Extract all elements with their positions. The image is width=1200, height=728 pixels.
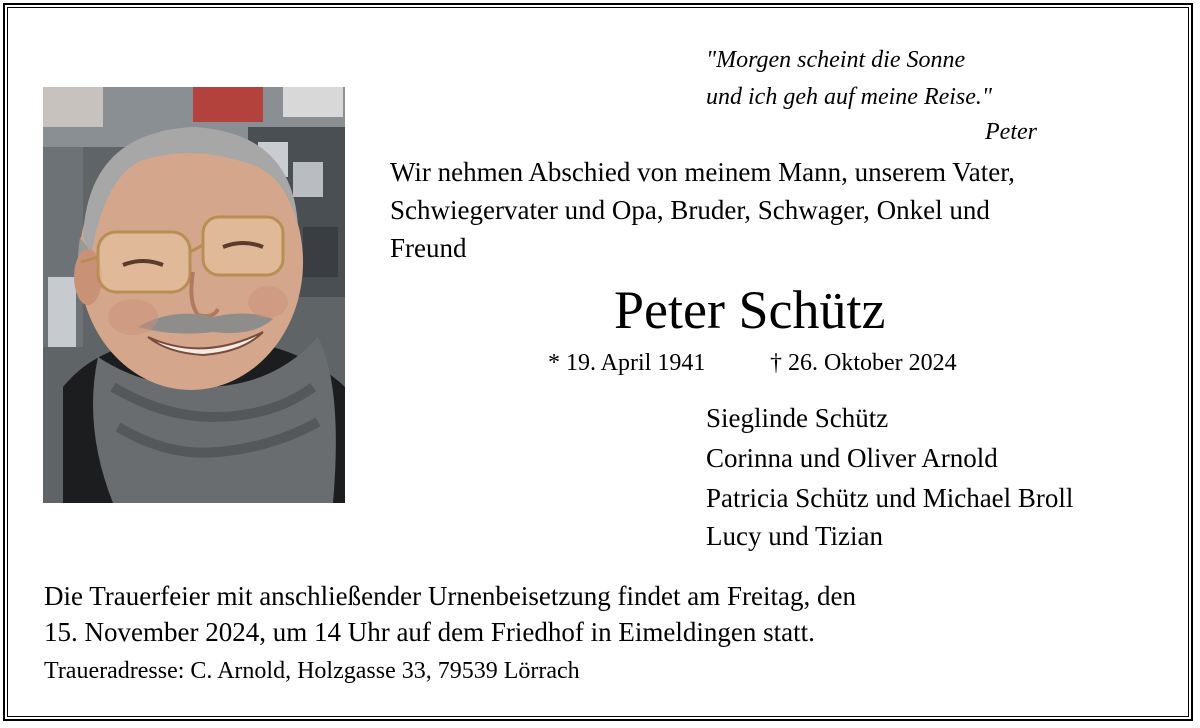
death-date: † 26. Oktober 2024 — [770, 350, 957, 376]
mourning-address: Traueradresse: C. Arnold, Holzgasse 33, 79539 Lörrach — [44, 658, 580, 684]
quote-line-2: und ich geh auf meine Reise." — [706, 84, 992, 110]
family-member: Lucy und Tizian — [706, 521, 884, 551]
family-member: Patricia Schütz und Michael Broll — [706, 483, 1074, 513]
intro-line-1: Wir nehmen Abschied von meinem Mann, unserem Vater, — [390, 157, 1015, 187]
intro-line-3: Freund — [390, 233, 467, 263]
intro-line-2: Schwiegervater und Opa, Bruder, Schwager, Onkel und — [390, 195, 990, 225]
deceased-name: Peter Schütz — [614, 280, 886, 340]
portrait-illustration — [43, 87, 345, 503]
portrait-photo — [43, 87, 345, 503]
family-member: Corinna und Oliver Arnold — [706, 443, 998, 473]
quote-line-1: "Morgen scheint die Sonne — [706, 47, 966, 73]
ceremony-line-2: 15. November 2024, um 14 Uhr auf dem Friedhof in Eimeldingen statt. — [44, 617, 815, 647]
family-member: Sieglinde Schütz — [706, 403, 889, 433]
birth-date: * 19. April 1941 — [548, 350, 706, 376]
quote-author: Peter — [985, 119, 1037, 145]
ceremony-line-1: Die Trauerfeier mit anschließender Urnenbeisetzung findet am Freitag, den — [44, 581, 856, 611]
